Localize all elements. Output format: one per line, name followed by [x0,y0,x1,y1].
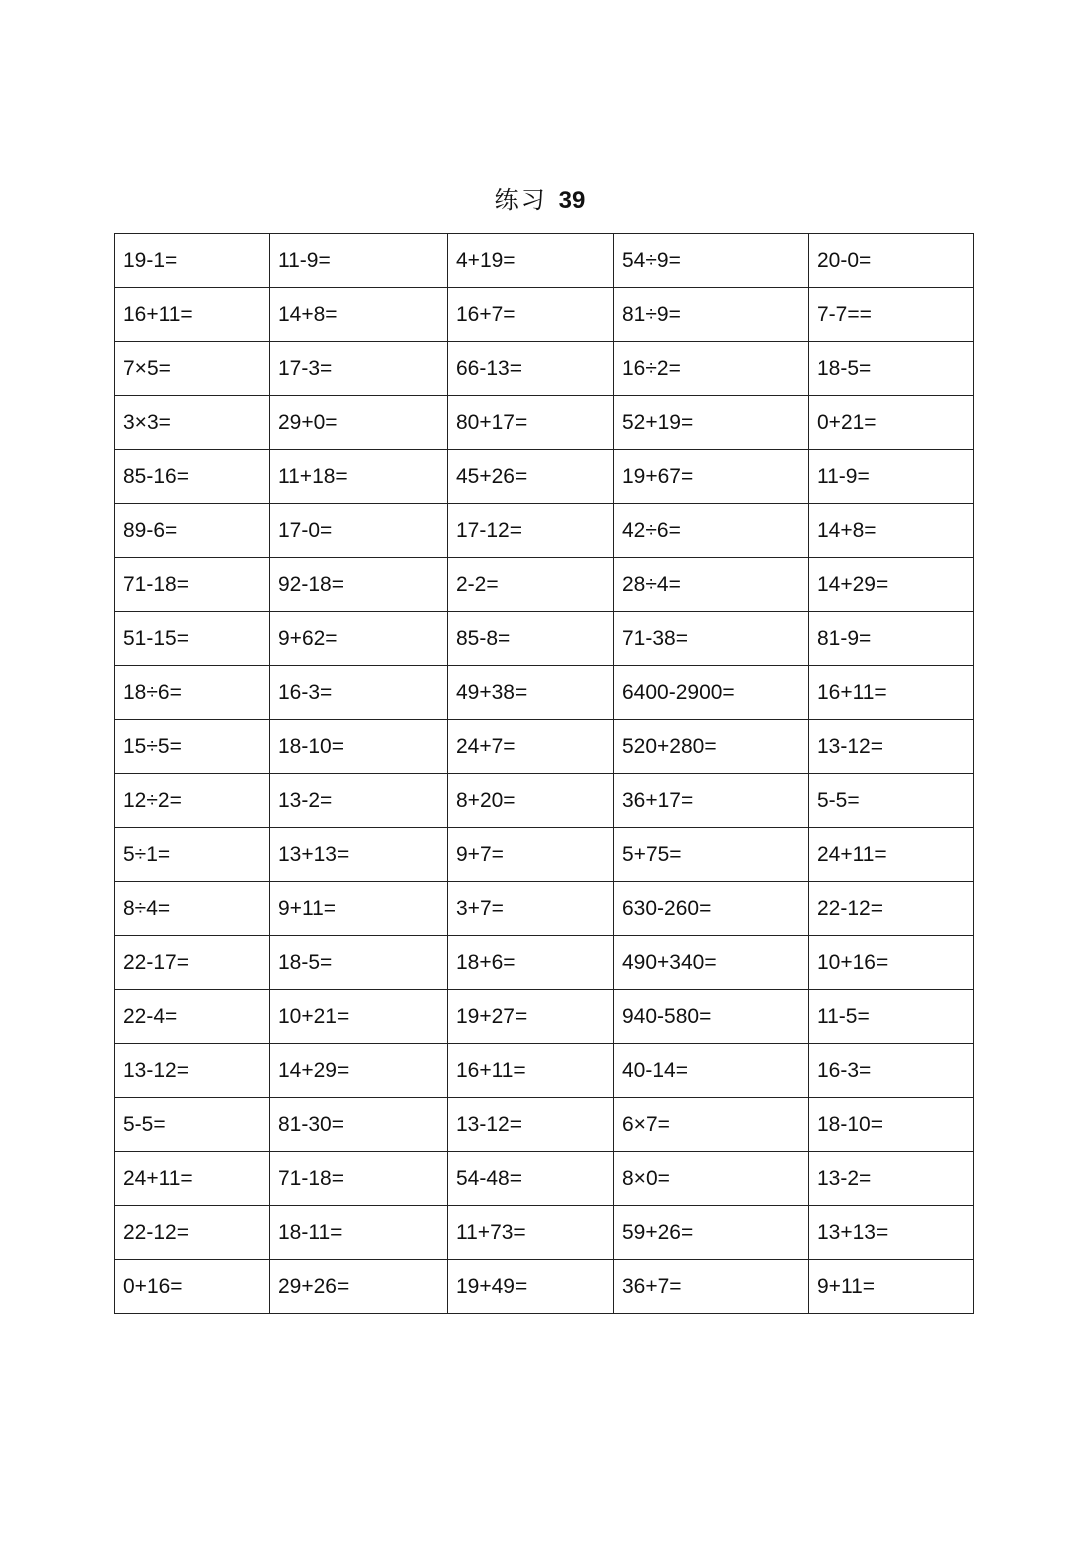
problem-cell: 49+38= [448,666,614,720]
table-row [115,234,974,288]
problem-cell: 71-18= [115,558,270,612]
problem-cell: 16÷2= [614,342,809,396]
problem-cell: 29+26= [270,1260,448,1314]
table-row [115,720,974,774]
problem-cell: 9+11= [809,1260,974,1314]
problem-cell: 3×3= [115,396,270,450]
problem-cell: 16+11= [809,666,974,720]
problem-cell: 8÷4= [115,882,270,936]
table-row [115,558,974,612]
problem-cell: 5÷1= [115,828,270,882]
problem-cell: 36+7= [614,1260,809,1314]
table-row [115,1206,974,1260]
problem-cell: 18+6= [448,936,614,990]
problem-cell: 51-15= [115,612,270,666]
problem-cell: 18-5= [809,342,974,396]
problem-cell: 19+27= [448,990,614,1044]
problem-cell: 85-8= [448,612,614,666]
problem-cell: 9+11= [270,882,448,936]
problem-cell: 14+29= [809,558,974,612]
problem-cell: 17-0= [270,504,448,558]
problem-cell: 630-260= [614,882,809,936]
problem-cell: 5+75= [614,828,809,882]
problem-cell: 17-12= [448,504,614,558]
problem-cell: 81÷9= [614,288,809,342]
problem-cell: 22-12= [809,882,974,936]
problem-cell: 59+26= [614,1206,809,1260]
problem-cell: 80+17= [448,396,614,450]
table-row [115,612,974,666]
table-row [115,450,974,504]
problem-cell: 5-5= [809,774,974,828]
problem-cell: 7×5= [115,342,270,396]
problem-cell: 18-10= [809,1098,974,1152]
table-row [115,1260,974,1314]
problem-cell: 16+11= [115,288,270,342]
problem-cell: 18÷6= [115,666,270,720]
problem-cell: 54-48= [448,1152,614,1206]
problem-cell: 22-17= [115,936,270,990]
problem-cell: 81-30= [270,1098,448,1152]
problem-cell: 16+7= [448,288,614,342]
problem-cell: 89-6= [115,504,270,558]
problem-cell: 13-2= [270,774,448,828]
table-row [115,1152,974,1206]
problem-cell: 940-580= [614,990,809,1044]
table-row [115,288,974,342]
problem-cell: 19-1= [115,234,270,288]
problem-cell: 16-3= [270,666,448,720]
problem-table [114,233,974,1314]
problem-cell: 18-10= [270,720,448,774]
problem-cell: 66-13= [448,342,614,396]
problem-cell: 29+0= [270,396,448,450]
problem-cell: 14+8= [270,288,448,342]
problem-cell: 19+49= [448,1260,614,1314]
problem-cell: 11-9= [809,450,974,504]
problem-cell: 0+16= [115,1260,270,1314]
problem-cell: 24+11= [115,1152,270,1206]
problem-cell: 9+7= [448,828,614,882]
problem-cell: 85-16= [115,450,270,504]
problem-cell: 54÷9= [614,234,809,288]
problem-cell: 6400-2900= [614,666,809,720]
problem-cell: 81-9= [809,612,974,666]
page-title [0,182,1080,219]
problem-cell: 13+13= [270,828,448,882]
problem-cell: 2-2= [448,558,614,612]
problem-cell: 8×0= [614,1152,809,1206]
table-row [115,666,974,720]
problem-cell: 13-12= [448,1098,614,1152]
problem-cell: 15÷5= [115,720,270,774]
problem-cell: 13-2= [809,1152,974,1206]
problem-cell: 42÷6= [614,504,809,558]
problem-cell: 28÷4= [614,558,809,612]
problem-cell: 6×7= [614,1098,809,1152]
problem-cell: 22-12= [115,1206,270,1260]
problem-cell: 14+8= [809,504,974,558]
exercise-number: 39 [558,187,586,214]
table-row [115,828,974,882]
problem-cell: 13+13= [809,1206,974,1260]
problem-cell: 18-11= [270,1206,448,1260]
problem-cell: 10+21= [270,990,448,1044]
problem-cell: 11+73= [448,1206,614,1260]
problem-cell: 20-0= [809,234,974,288]
problem-cell: 71-38= [614,612,809,666]
problem-cell: 11-9= [270,234,448,288]
problem-table-body [115,234,974,1314]
problem-cell: 92-18= [270,558,448,612]
table-row [115,1044,974,1098]
table-row [115,1098,974,1152]
problem-cell: 5-5= [115,1098,270,1152]
problem-cell: 11+18= [270,450,448,504]
table-row [115,936,974,990]
table-row [115,774,974,828]
problem-cell: 18-5= [270,936,448,990]
problem-cell: 13-12= [115,1044,270,1098]
problem-cell: 24+11= [809,828,974,882]
table-row [115,990,974,1044]
problem-cell: 17-3= [270,342,448,396]
table-row [115,396,974,450]
problem-cell: 24+7= [448,720,614,774]
problem-cell: 9+62= [270,612,448,666]
problem-cell: 52+19= [614,396,809,450]
problem-cell: 71-18= [270,1152,448,1206]
problem-cell: 8+20= [448,774,614,828]
problem-cell: 19+67= [614,450,809,504]
problem-cell: 22-4= [115,990,270,1044]
problem-cell: 10+16= [809,936,974,990]
problem-cell: 11-5= [809,990,974,1044]
problem-cell: 12÷2= [115,774,270,828]
table-row [115,882,974,936]
problem-cell: 0+21= [809,396,974,450]
problem-cell: 520+280= [614,720,809,774]
problem-cell: 4+19= [448,234,614,288]
problem-cell: 16+11= [448,1044,614,1098]
problem-cell: 40-14= [614,1044,809,1098]
table-row [115,342,974,396]
problem-cell: 7-7== [809,288,974,342]
problem-cell: 36+17= [614,774,809,828]
title-label: 练习 [494,186,547,214]
problem-cell: 3+7= [448,882,614,936]
problem-cell: 490+340= [614,936,809,990]
problem-cell: 16-3= [809,1044,974,1098]
problem-cell: 14+29= [270,1044,448,1098]
table-row [115,504,974,558]
problem-cell: 45+26= [448,450,614,504]
problem-cell: 13-12= [809,720,974,774]
